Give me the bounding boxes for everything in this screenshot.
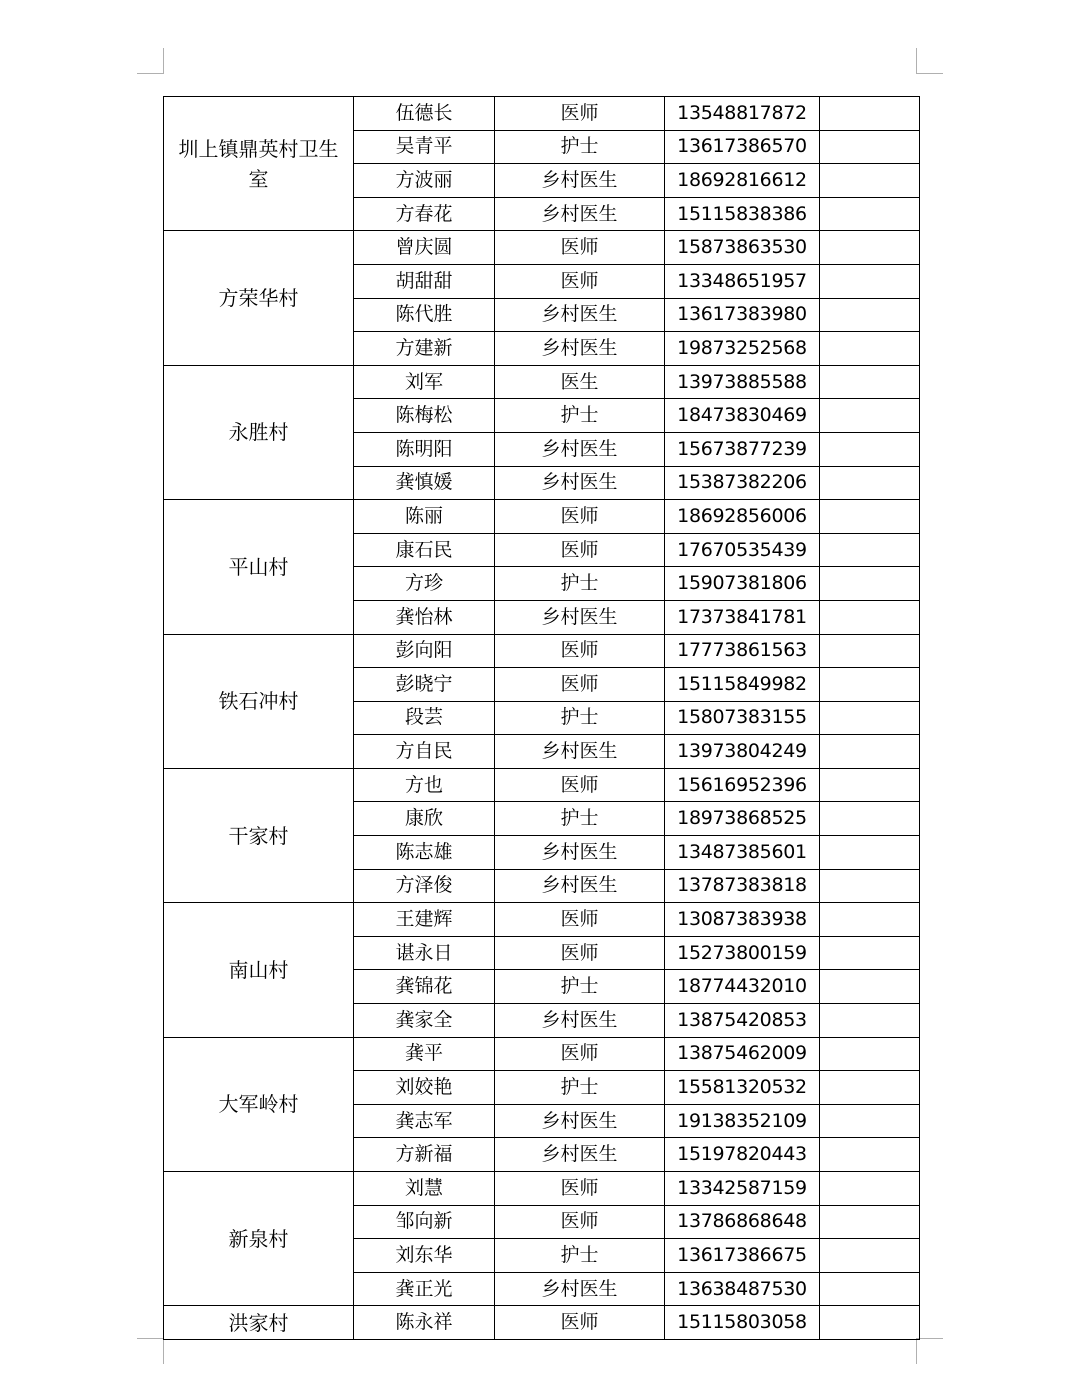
- name-cell: 方也: [354, 768, 495, 802]
- name-cell: 龚平: [354, 1037, 495, 1071]
- name-cell: 邹向新: [354, 1205, 495, 1239]
- blank-cell: [820, 1306, 920, 1340]
- phone-cell: 15873863530: [665, 231, 820, 265]
- name-cell: 龚怡林: [354, 600, 495, 634]
- blank-cell: [820, 735, 920, 769]
- blank-cell: [820, 97, 920, 131]
- unit-cell: 圳上镇鼎英村卫生室: [164, 97, 354, 231]
- phone-cell: 15807383155: [665, 701, 820, 735]
- name-cell: 彭晓宁: [354, 668, 495, 702]
- unit-cell: 永胜村: [164, 365, 354, 499]
- role-cell: 医师: [495, 500, 665, 534]
- blank-cell: [820, 768, 920, 802]
- crop-mark: [916, 1338, 943, 1339]
- role-cell: 医师: [495, 1306, 665, 1340]
- name-cell: 刘慧: [354, 1172, 495, 1206]
- role-cell: 乡村医生: [495, 1272, 665, 1306]
- phone-cell: 15673877239: [665, 432, 820, 466]
- role-cell: 乡村医生: [495, 298, 665, 332]
- table-row: [164, 231, 920, 265]
- name-cell: 方自民: [354, 735, 495, 769]
- table-row: [164, 500, 920, 534]
- role-cell: 医师: [495, 231, 665, 265]
- blank-cell: [820, 1004, 920, 1038]
- name-cell: 段芸: [354, 701, 495, 735]
- unit-cell: 南山村: [164, 903, 354, 1037]
- blank-cell: [820, 701, 920, 735]
- blank-cell: [820, 399, 920, 433]
- unit-cell: 大军岭村: [164, 1037, 354, 1171]
- name-cell: 彭向阳: [354, 634, 495, 668]
- role-cell: 乡村医生: [495, 164, 665, 198]
- role-cell: 医师: [495, 668, 665, 702]
- phone-cell: 13787383818: [665, 869, 820, 903]
- blank-cell: [820, 970, 920, 1004]
- blank-cell: [820, 1104, 920, 1138]
- blank-cell: [820, 197, 920, 231]
- phone-cell: 18692856006: [665, 500, 820, 534]
- phone-cell: 13348651957: [665, 264, 820, 298]
- name-cell: 龚慎媛: [354, 466, 495, 500]
- blank-cell: [820, 332, 920, 366]
- role-cell: 护士: [495, 802, 665, 836]
- role-cell: 医师: [495, 1205, 665, 1239]
- role-cell: 护士: [495, 399, 665, 433]
- name-cell: 陈丽: [354, 500, 495, 534]
- roster-table: [163, 96, 920, 1340]
- name-cell: 曾庆圆: [354, 231, 495, 265]
- blank-cell: [820, 130, 920, 164]
- crop-mark: [137, 73, 164, 74]
- table-row: [164, 365, 920, 399]
- phone-cell: 17773861563: [665, 634, 820, 668]
- phone-cell: 15115849982: [665, 668, 820, 702]
- name-cell: 吴青平: [354, 130, 495, 164]
- unit-cell: 洪家村: [164, 1306, 354, 1340]
- role-cell: 医师: [495, 264, 665, 298]
- crop-mark: [163, 1338, 164, 1364]
- blank-cell: [820, 466, 920, 500]
- crop-mark: [916, 48, 917, 74]
- blank-cell: [820, 802, 920, 836]
- name-cell: 陈明阳: [354, 432, 495, 466]
- blank-cell: [820, 1239, 920, 1273]
- phone-cell: 18973868525: [665, 802, 820, 836]
- phone-cell: 13617386675: [665, 1239, 820, 1273]
- blank-cell: [820, 432, 920, 466]
- role-cell: 乡村医生: [495, 197, 665, 231]
- name-cell: 陈代胜: [354, 298, 495, 332]
- table-row: [164, 634, 920, 668]
- name-cell: 龚家全: [354, 1004, 495, 1038]
- name-cell: 方新福: [354, 1138, 495, 1172]
- table-row: [164, 97, 920, 131]
- blank-cell: [820, 600, 920, 634]
- role-cell: 医师: [495, 97, 665, 131]
- phone-cell: 13638487530: [665, 1272, 820, 1306]
- role-cell: 护士: [495, 1071, 665, 1105]
- role-cell: 医生: [495, 365, 665, 399]
- blank-cell: [820, 231, 920, 265]
- blank-cell: [820, 1138, 920, 1172]
- unit-cell: 方荣华村: [164, 231, 354, 365]
- role-cell: 医师: [495, 1037, 665, 1071]
- blank-cell: [820, 1071, 920, 1105]
- phone-cell: 13617386570: [665, 130, 820, 164]
- blank-cell: [820, 365, 920, 399]
- table-row: [164, 1306, 920, 1340]
- name-cell: 龚正光: [354, 1272, 495, 1306]
- blank-cell: [820, 668, 920, 702]
- role-cell: 护士: [495, 970, 665, 1004]
- name-cell: 龚志军: [354, 1104, 495, 1138]
- role-cell: 乡村医生: [495, 466, 665, 500]
- name-cell: 伍德长: [354, 97, 495, 131]
- name-cell: 龚锦花: [354, 970, 495, 1004]
- phone-cell: 13342587159: [665, 1172, 820, 1206]
- phone-cell: 18473830469: [665, 399, 820, 433]
- blank-cell: [820, 567, 920, 601]
- role-cell: 护士: [495, 130, 665, 164]
- name-cell: 胡甜甜: [354, 264, 495, 298]
- blank-cell: [820, 298, 920, 332]
- blank-cell: [820, 1272, 920, 1306]
- phone-cell: 15273800159: [665, 936, 820, 970]
- blank-cell: [820, 634, 920, 668]
- role-cell: 乡村医生: [495, 600, 665, 634]
- blank-cell: [820, 903, 920, 937]
- phone-cell: 15115803058: [665, 1306, 820, 1340]
- phone-cell: 17373841781: [665, 600, 820, 634]
- unit-cell: 平山村: [164, 500, 354, 634]
- phone-cell: 19138352109: [665, 1104, 820, 1138]
- name-cell: 方建新: [354, 332, 495, 366]
- role-cell: 护士: [495, 1239, 665, 1273]
- role-cell: 医师: [495, 634, 665, 668]
- name-cell: 陈永祥: [354, 1306, 495, 1340]
- blank-cell: [820, 1172, 920, 1206]
- name-cell: 方泽俊: [354, 869, 495, 903]
- phone-cell: 18774432010: [665, 970, 820, 1004]
- blank-cell: [820, 500, 920, 534]
- phone-cell: 13087383938: [665, 903, 820, 937]
- table-row: [164, 1172, 920, 1206]
- name-cell: 陈志雄: [354, 836, 495, 870]
- role-cell: 乡村医生: [495, 1104, 665, 1138]
- phone-cell: 18692816612: [665, 164, 820, 198]
- role-cell: 医师: [495, 533, 665, 567]
- phone-cell: 13786868648: [665, 1205, 820, 1239]
- role-cell: 医师: [495, 903, 665, 937]
- phone-cell: 15115838386: [665, 197, 820, 231]
- crop-mark: [137, 1338, 164, 1339]
- name-cell: 康石民: [354, 533, 495, 567]
- phone-cell: 15197820443: [665, 1138, 820, 1172]
- phone-cell: 13973804249: [665, 735, 820, 769]
- phone-cell: 13548817872: [665, 97, 820, 131]
- name-cell: 刘东华: [354, 1239, 495, 1273]
- blank-cell: [820, 533, 920, 567]
- blank-cell: [820, 936, 920, 970]
- name-cell: 康欣: [354, 802, 495, 836]
- name-cell: 方珍: [354, 567, 495, 601]
- blank-cell: [820, 1037, 920, 1071]
- role-cell: 乡村医生: [495, 735, 665, 769]
- role-cell: 医师: [495, 936, 665, 970]
- name-cell: 王建辉: [354, 903, 495, 937]
- name-cell: 陈梅松: [354, 399, 495, 433]
- crop-mark: [916, 1338, 917, 1364]
- role-cell: 医师: [495, 1172, 665, 1206]
- phone-cell: 15581320532: [665, 1071, 820, 1105]
- blank-cell: [820, 164, 920, 198]
- phone-cell: 13973885588: [665, 365, 820, 399]
- phone-cell: 13617383980: [665, 298, 820, 332]
- role-cell: 乡村医生: [495, 1004, 665, 1038]
- table-row: [164, 768, 920, 802]
- unit-cell: 干家村: [164, 768, 354, 902]
- blank-cell: [820, 836, 920, 870]
- role-cell: 医师: [495, 768, 665, 802]
- crop-mark: [916, 73, 943, 74]
- phone-cell: 15907381806: [665, 567, 820, 601]
- phone-cell: 13875420853: [665, 1004, 820, 1038]
- role-cell: 乡村医生: [495, 869, 665, 903]
- name-cell: 方春花: [354, 197, 495, 231]
- role-cell: 护士: [495, 701, 665, 735]
- roster-body: [164, 97, 920, 1340]
- blank-cell: [820, 1205, 920, 1239]
- table-row: [164, 903, 920, 937]
- role-cell: 乡村医生: [495, 432, 665, 466]
- role-cell: 乡村医生: [495, 332, 665, 366]
- blank-cell: [820, 264, 920, 298]
- role-cell: 乡村医生: [495, 1138, 665, 1172]
- unit-cell: 铁石冲村: [164, 634, 354, 768]
- table-row: [164, 1037, 920, 1071]
- unit-cell: 新泉村: [164, 1172, 354, 1306]
- phone-cell: 13487385601: [665, 836, 820, 870]
- phone-cell: 15616952396: [665, 768, 820, 802]
- name-cell: 刘姣艳: [354, 1071, 495, 1105]
- role-cell: 护士: [495, 567, 665, 601]
- role-cell: 乡村医生: [495, 836, 665, 870]
- phone-cell: 19873252568: [665, 332, 820, 366]
- crop-mark: [163, 48, 164, 74]
- name-cell: 谌永日: [354, 936, 495, 970]
- name-cell: 刘军: [354, 365, 495, 399]
- name-cell: 方波丽: [354, 164, 495, 198]
- phone-cell: 13875462009: [665, 1037, 820, 1071]
- phone-cell: 17670535439: [665, 533, 820, 567]
- blank-cell: [820, 869, 920, 903]
- phone-cell: 15387382206: [665, 466, 820, 500]
